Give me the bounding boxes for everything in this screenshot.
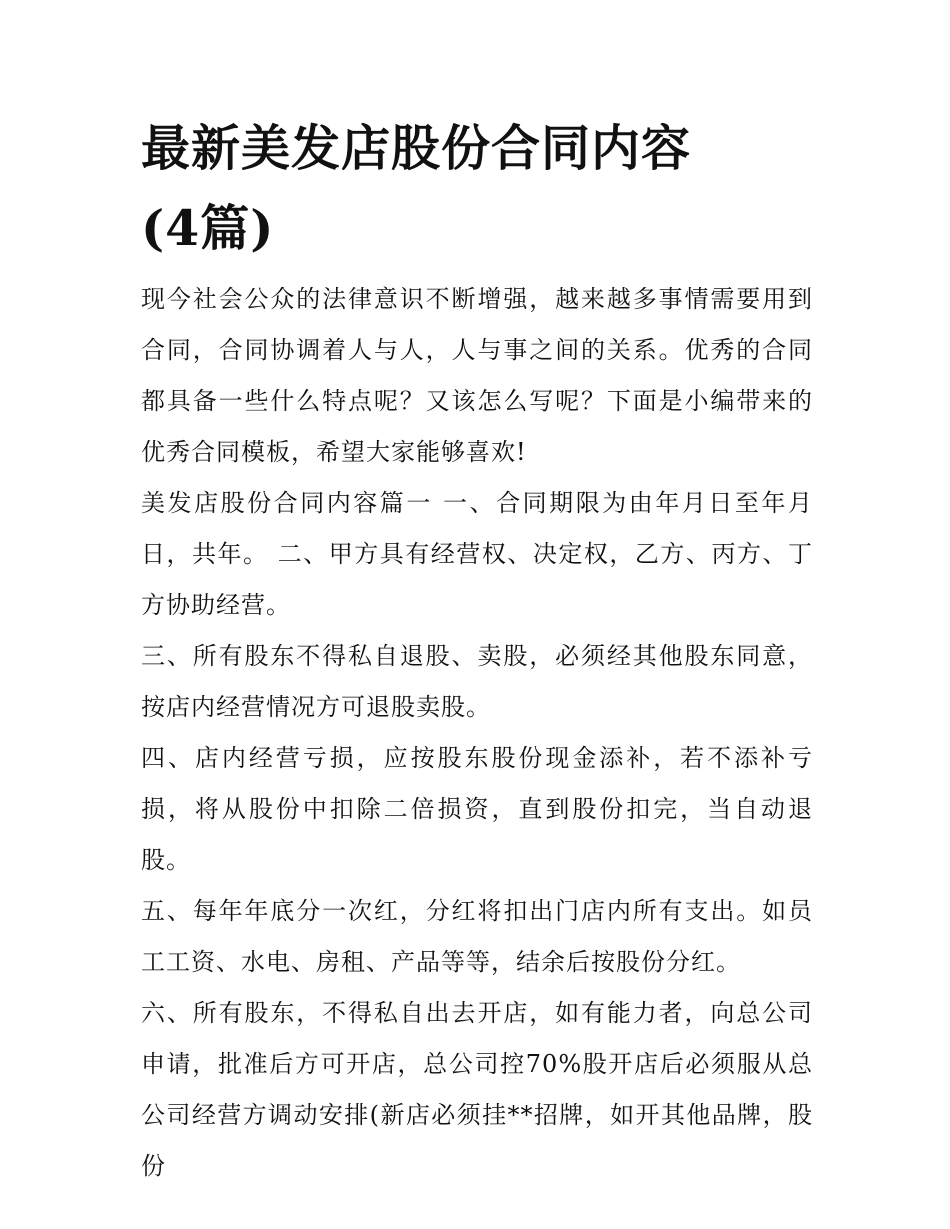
paragraph-clause-1-2: 美发店股份合同内容篇一 一、合同期限为由年月日至年月日，共年。 二、甲方具有经营权、决定权，乙方、丙方、丁方协助经营。 [141,489,813,619]
paragraph-intro: 现今社会公众的法律意识不断增强，越来越多事情需要用到合同，合同协调着人与人，人与事之间的关系。优秀的合同都具备一些什么特点呢？又该怎么写呢？下面是小编带来的优秀合同模板，希望大家能够喜欢! [141,285,813,466]
paragraph-clause-4: 四、店内经营亏损，应按股东股份现金添补，若不添补亏损，将从股份中扣除二倍损资，直到股份扣完，当自动退股。 [141,744,813,874]
paragraph-clause-6: 六、所有股东，不得私自出去开店，如有能力者，向总公司申请，批准后方可开店，总公司控70%股开店后必须服从总公司经营方调动安排(新店必须挂**招牌，如开其他品牌，股份 [141,999,813,1180]
document-body [141,274,813,1192]
paragraph-clause-3: 三、所有股东不得私自退股、卖股，必须经其他股东同意，按店内经营情况方可退股卖股。 [141,642,813,721]
paragraph-clause-5: 五、每年年底分一次红，分红将扣出门店内所有支出。如员工工资、水电、房租、产品等等，结余后按股份分红。 [141,897,813,976]
document-title: 最新美发店股份合同内容(4篇) [141,119,692,257]
